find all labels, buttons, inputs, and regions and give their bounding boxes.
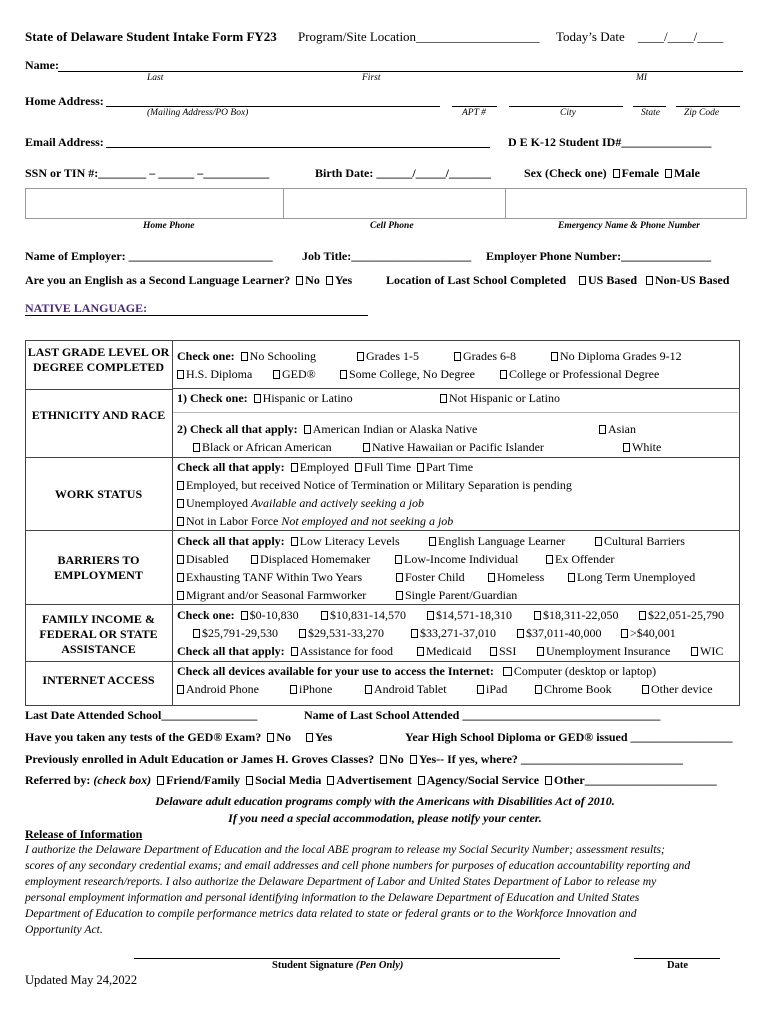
income-6-checkbox[interactable] [193, 629, 200, 638]
income-8-label: $33,271-37,010 [420, 626, 496, 640]
income-2-option [318, 608, 406, 623]
ssi-label: SSI [499, 644, 517, 658]
hispanic-label: Hispanic or Latino [262, 391, 353, 405]
white-option [620, 440, 661, 455]
cultural-label: Cultural Barriers [604, 534, 685, 548]
not-labor-checkbox[interactable] [177, 517, 184, 526]
grades-6-8-checkbox[interactable] [454, 352, 461, 361]
computer-label: Computer (desktop or laptop) [513, 664, 657, 678]
barriers-row1 [177, 534, 400, 549]
income-10-option [618, 626, 676, 641]
todays-date-label: Today’s Date [556, 29, 625, 44]
android-phone-label: Android Phone [186, 682, 259, 696]
tanf-checkbox[interactable] [177, 573, 184, 582]
medicaid-label: Medicaid [426, 644, 472, 658]
school-location-label: Location of Last School Completed [386, 273, 566, 287]
grade-check-one-label: Check one: [177, 349, 235, 363]
ged-checkbox[interactable] [273, 370, 280, 379]
income-10-checkbox[interactable] [621, 629, 628, 638]
income-1-label: $0-10,830 [249, 608, 299, 622]
income-5-option [636, 608, 724, 623]
disabled-checkbox[interactable] [177, 555, 184, 564]
address-field[interactable] [106, 106, 440, 107]
low-income-label: Low-Income Individual [404, 552, 519, 566]
american-indian-label: American Indian or Alaska Native [312, 422, 478, 436]
no-diploma-option [548, 349, 682, 364]
chromebook-option [532, 682, 612, 697]
male-checkbox[interactable] [665, 169, 672, 178]
apt-caption: APT # [462, 108, 486, 118]
migrant-option [174, 588, 366, 603]
black-checkbox[interactable] [193, 443, 200, 452]
white-label: White [632, 440, 662, 454]
income-2-checkbox[interactable] [321, 611, 328, 620]
prev-no-label: No [389, 752, 404, 766]
foster-checkbox[interactable] [396, 573, 403, 582]
not-labor-label: Not in Labor Force [186, 514, 279, 528]
ethnicity-q2 [177, 422, 477, 437]
android-tablet-label: Android Tablet [374, 682, 447, 696]
hawaiian-option [360, 440, 544, 455]
table-row-divider [25, 530, 739, 531]
low-literacy-checkbox[interactable] [291, 537, 298, 546]
signature-date-label: Date [667, 960, 688, 971]
income-4-option [531, 608, 619, 623]
asian-label: Asian [608, 422, 636, 436]
full-time-checkbox[interactable] [355, 463, 362, 472]
hs-diploma-option [174, 367, 252, 382]
release-line: I authorize the Delaware Department of Education and the local ABE program to release my Social Security Number; assessment results; [25, 843, 665, 856]
income-9-label: $37,011-40,000 [526, 626, 602, 640]
other-device-option [639, 682, 713, 697]
ged-question-row [25, 730, 332, 745]
program-site-field[interactable] [298, 29, 540, 45]
ssi-option [487, 644, 516, 659]
not-hispanic-checkbox[interactable] [440, 394, 447, 403]
asian-checkbox[interactable] [599, 425, 606, 434]
computer-checkbox[interactable] [503, 667, 512, 676]
cell-phone-caption: Cell Phone [370, 221, 414, 231]
termination-option [174, 478, 572, 493]
male-label: Male [673, 166, 700, 180]
advertisement-checkbox[interactable] [327, 776, 334, 785]
ex-offender-option [543, 552, 614, 567]
ged-option [270, 367, 316, 382]
name-label: Name: [25, 58, 59, 72]
ell-checkbox[interactable] [429, 537, 436, 546]
ex-offender-label: Ex Offender [555, 552, 615, 566]
esl-no-label: No [305, 273, 320, 287]
grades-1-5-checkbox[interactable] [357, 352, 364, 361]
no-schooling-label: No Schooling [249, 349, 317, 363]
not-labor-option [174, 514, 453, 529]
asian-option [596, 422, 636, 437]
esl-yes-label: Yes [334, 273, 353, 287]
ell-option [426, 534, 565, 549]
grades-1-5-option [354, 349, 419, 364]
employed-label: Employed [299, 460, 350, 474]
zip-field[interactable] [676, 106, 740, 107]
last-date-attended-field[interactable]: Last Date Attended School________________ [25, 708, 258, 722]
homeless-checkbox[interactable] [488, 573, 495, 582]
single-parent-option [393, 588, 517, 603]
unemployment-ins-option [534, 644, 670, 659]
income-row1 [177, 608, 299, 623]
employer-name-field[interactable]: Name of Employer: ________________________ [25, 249, 273, 263]
signature-caption [272, 960, 403, 971]
referred-label: Referred by: [25, 773, 91, 787]
esl-yes-checkbox[interactable] [326, 276, 333, 285]
long-term-checkbox[interactable] [568, 573, 575, 582]
android-phone-checkbox[interactable] [177, 685, 184, 694]
prev-yes-checkbox[interactable] [410, 755, 417, 764]
hawaiian-checkbox[interactable] [363, 443, 370, 452]
ipad-checkbox[interactable] [477, 685, 484, 694]
foster-option [393, 570, 465, 585]
title-text: State of Delaware Student Intake Form FY23 [25, 29, 277, 44]
state-caption: State [641, 108, 660, 118]
barriers-check-all-label: Check all that apply: [177, 534, 285, 548]
income-8-option [408, 626, 496, 641]
no-diploma-checkbox[interactable] [551, 352, 558, 361]
full-time-label: Full Time [364, 460, 412, 474]
migrant-checkbox[interactable] [177, 591, 184, 600]
disabled-option [174, 552, 229, 567]
todays-date-blank: ____/____/____ [638, 29, 724, 44]
barriers-heading: BARRIERS TO EMPLOYMENT [54, 553, 143, 582]
low-income-option [392, 552, 518, 567]
us-based-checkbox[interactable] [579, 276, 586, 285]
income-4-label: $18,311-22,050 [543, 608, 619, 622]
displaced-label: Displaced Homemaker [260, 552, 371, 566]
ethnicity-q2-label: 2) Check all that apply: [177, 422, 298, 436]
ssi-checkbox[interactable] [490, 647, 497, 656]
release-line: personal employment information and personal identifying information to the Delaware Department of Education and United States [25, 891, 640, 904]
ged-no-checkbox[interactable] [267, 733, 274, 742]
job-title-field[interactable]: Job Title:____________________ [302, 249, 472, 263]
grades-6-8-label: Grades 6-8 [463, 349, 516, 363]
chromebook-label: Chrome Book [544, 682, 612, 696]
table-row-divider [172, 388, 739, 389]
ada-notice-line1: Delaware adult education programs comply with the Americans with Disabilities Act of 2010. [155, 794, 615, 808]
income-5-checkbox[interactable] [639, 611, 646, 620]
table-row-divider [25, 604, 739, 605]
signature-note: (Pen Only) [355, 960, 404, 971]
some-college-checkbox[interactable] [340, 370, 347, 379]
release-line: employment research/reports. I also authorize the Delaware Department of Labor and United States Department of Labor to release my [25, 875, 657, 888]
signature-label: Student Signature [272, 960, 354, 971]
employer-phone-field[interactable]: Employer Phone Number:_______________ [486, 249, 712, 263]
internet-row1 [177, 664, 656, 679]
termination-label: Employed, but received Notice of Termination or Military Separation is pending [186, 478, 572, 492]
female-checkbox[interactable] [613, 169, 620, 178]
low-literacy-label: Low Literacy Levels [299, 534, 400, 548]
todays-date-field[interactable] [556, 29, 723, 45]
social-media-checkbox[interactable] [246, 776, 253, 785]
single-parent-label: Single Parent/Guardian [405, 588, 518, 602]
table-row-divider [25, 389, 173, 390]
homeless-label: Homeless [497, 570, 545, 584]
long-term-option [565, 570, 695, 585]
hispanic-checkbox[interactable] [254, 394, 261, 403]
income-7-label: $29,531-33,270 [308, 626, 384, 640]
school-location-row [386, 273, 729, 288]
income-3-checkbox[interactable] [427, 611, 434, 620]
ged-label: GED® [282, 367, 316, 381]
income-1-checkbox[interactable] [241, 611, 248, 620]
emergency-caption: Emergency Name & Phone Number [558, 221, 700, 231]
hs-diploma-checkbox[interactable] [177, 370, 184, 379]
email-label: Email Address: [25, 135, 104, 149]
last-school-name-field[interactable]: Name of Last School Attended _________________________________ [304, 708, 661, 722]
signature-date-field[interactable] [634, 958, 720, 959]
k12-id-field[interactable]: D E K-12 Student ID#_______________ [508, 135, 712, 149]
termination-checkbox[interactable] [177, 481, 184, 490]
internet-heading: INTERNET ACCESS [42, 673, 155, 687]
android-phone-option [174, 682, 259, 697]
work-row1 [177, 460, 473, 475]
updated-date: Updated May 24,2022 [25, 973, 138, 987]
income-6-label: $25,791-29,530 [202, 626, 278, 640]
income-8-checkbox[interactable] [411, 629, 418, 638]
low-income-checkbox[interactable] [395, 555, 402, 564]
income-heading: FAMILY INCOME & FEDERAL OR STATE ASSISTANCE [39, 612, 158, 656]
ssn-field[interactable]: SSN or TIN #:________ – ______ –___________ [25, 166, 270, 180]
chromebook-checkbox[interactable] [535, 685, 542, 694]
release-text [25, 842, 690, 938]
foster-label: Foster Child [405, 570, 465, 584]
native-language-label: NATIVE LANGUAGE: [25, 301, 148, 315]
hs-diploma-label: H.S. Diploma [186, 367, 253, 381]
part-time-checkbox[interactable] [417, 463, 424, 472]
income-9-checkbox[interactable] [517, 629, 524, 638]
ged-no-label: No [276, 730, 291, 744]
release-heading: Release of Information [25, 827, 143, 841]
income-5-label: $22,051-25,790 [648, 608, 724, 622]
white-checkbox[interactable] [623, 443, 630, 452]
ethnicity-heading: ETHNICITY AND RACE [31, 408, 166, 422]
state-field[interactable] [633, 106, 666, 107]
tanf-option [174, 570, 362, 585]
income-7-checkbox[interactable] [299, 629, 306, 638]
not-labor-note: Not employed and not seeking a job [281, 514, 454, 528]
black-label: Black or African American [202, 440, 332, 454]
wic-checkbox[interactable] [691, 647, 698, 656]
cultural-option [592, 534, 685, 549]
prev-enrolled-row [25, 752, 683, 767]
unemployed-checkbox[interactable] [177, 499, 184, 508]
ell-label: English Language Learner [438, 534, 566, 548]
income-6-option [190, 626, 278, 641]
home-address-label: Home Address: [25, 94, 104, 108]
no-diploma-label: No Diploma Grades 9-12 [560, 349, 682, 363]
other-device-checkbox[interactable] [642, 685, 649, 694]
signature-field[interactable] [134, 958, 560, 959]
american-indian-checkbox[interactable] [304, 425, 311, 434]
income-9-option [514, 626, 602, 641]
social-media-label: Social Media [255, 773, 322, 787]
release-line: Opportunity Act. [25, 923, 103, 936]
ipad-option [474, 682, 507, 697]
cell-phone-input[interactable] [284, 189, 504, 217]
medicaid-option [414, 644, 471, 659]
college-degree-option [497, 367, 659, 382]
unemployment-ins-checkbox[interactable] [537, 647, 544, 656]
income-10-label: >$40,001 [630, 626, 676, 640]
prev-yes-label: Yes-- If yes, where? ___________________________ [418, 752, 683, 766]
ged-question: Have you taken any tests of the GED® Exam? [25, 730, 262, 744]
friend-family-checkbox[interactable] [157, 776, 164, 785]
ada-notice-line2: If you need a special accommodation, please notify your center. [228, 811, 542, 825]
name-field[interactable] [58, 71, 743, 72]
android-tablet-option [362, 682, 447, 697]
apt-field[interactable] [452, 106, 497, 107]
wic-label: WIC [700, 644, 724, 658]
grades-1-5-label: Grades 1-5 [366, 349, 419, 363]
ex-offender-checkbox[interactable] [546, 555, 553, 564]
not-hispanic-label: Not Hispanic or Latino [449, 391, 560, 405]
assist-row [177, 644, 393, 659]
name-last-caption: Last [147, 73, 164, 83]
black-option [190, 440, 332, 455]
home-phone-input[interactable] [26, 189, 282, 217]
non-us-label: Non-US Based [655, 273, 730, 287]
food-assist-checkbox[interactable] [291, 647, 298, 656]
iphone-option [287, 682, 332, 697]
city-field[interactable] [509, 106, 623, 107]
android-tablet-checkbox[interactable] [365, 685, 372, 694]
esl-question: Are you an English as a Second Language Learner? [25, 273, 291, 287]
unemployed-option [174, 496, 424, 511]
college-degree-checkbox[interactable] [500, 370, 507, 379]
displaced-checkbox[interactable] [251, 555, 258, 564]
table-row-divider [25, 457, 739, 458]
medicaid-checkbox[interactable] [417, 647, 424, 656]
work-check-all-label: Check all that apply: [177, 460, 285, 474]
unemployed-label: Unemployed [186, 496, 248, 510]
some-college-option [337, 367, 475, 382]
prev-no-checkbox[interactable] [380, 755, 387, 764]
cultural-checkbox[interactable] [595, 537, 602, 546]
ethnicity-q1-label: 1) Check one: [177, 391, 248, 405]
iphone-label: iPhone [299, 682, 333, 696]
income-3-option [424, 608, 512, 623]
esl-no-checkbox[interactable] [296, 276, 303, 285]
college-degree-label: College or Professional Degree [509, 367, 660, 381]
referred-note: (check box) [93, 773, 152, 787]
employed-checkbox[interactable] [291, 463, 298, 472]
work-status-heading: WORK STATUS [54, 487, 143, 501]
unemployment-ins-label: Unemployment Insurance [546, 644, 671, 658]
release-line: Department of Education to compile performance metrics data related to state or federal grants or to the Workforce Innovation and [25, 907, 637, 920]
internet-question: Check all devices available for your use to access the Internet: [177, 664, 494, 678]
income-4-checkbox[interactable] [534, 611, 541, 620]
not-hispanic-option [437, 391, 560, 406]
food-assist-label: Assistance for food [299, 644, 393, 658]
part-time-label: Part Time [426, 460, 474, 474]
sex-label: Sex (Check one) [524, 166, 607, 180]
table-column-divider [172, 340, 173, 705]
single-parent-checkbox[interactable] [396, 591, 403, 600]
female-label: Female [621, 166, 659, 180]
name-mi-caption: MI [636, 73, 648, 83]
year-issued-field[interactable]: Year High School Diploma or GED® issued _________________ [405, 730, 733, 744]
disabled-label: Disabled [186, 552, 229, 566]
release-line: scores of any secondary credential exams; and email addresses and cell phone numbers for purposes of education accountability reporting and [25, 859, 691, 872]
advertisement-label: Advertisement [336, 773, 412, 787]
no-schooling-checkbox[interactable] [241, 352, 248, 361]
form-title [25, 29, 277, 45]
ged-yes-label: Yes [314, 730, 333, 744]
table-row-divider [25, 661, 739, 662]
emergency-contact-input[interactable] [506, 189, 744, 217]
agency-checkbox[interactable] [418, 776, 425, 785]
tanf-label: Exhausting TANF Within Two Years [186, 570, 363, 584]
displaced-option [248, 552, 370, 567]
zip-caption: Zip Code [684, 108, 720, 118]
income-2-label: $10,831-14,570 [330, 608, 406, 622]
grades-6-8-option [451, 349, 516, 364]
referred-row [25, 773, 717, 788]
city-caption: City [560, 108, 576, 118]
agency-label: Agency/Social Service [426, 773, 540, 787]
some-college-label: Some College, No Degree [349, 367, 475, 381]
other-device-label: Other device [651, 682, 713, 696]
name-first-caption: First [362, 73, 381, 83]
wic-option [688, 644, 723, 659]
unemployed-note: Available and actively seeking a job [251, 496, 424, 510]
other-referral-checkbox[interactable] [545, 776, 552, 785]
home-phone-caption: Home Phone [143, 221, 195, 231]
long-term-label: Long Term Unemployed [577, 570, 696, 584]
esl-row [25, 273, 352, 288]
ipad-label: iPad [486, 682, 508, 696]
income-check-one-label: Check one: [177, 608, 235, 622]
program-site-label: Program/Site Location___________________ [298, 29, 540, 44]
email-field[interactable] [106, 147, 490, 148]
income-3-label: $14,571-18,310 [436, 608, 512, 622]
friend-family-label: Friend/Family [166, 773, 241, 787]
prev-enrolled-question: Previously enrolled in Adult Education or James H. Groves Classes? [25, 752, 375, 766]
assist-check-all-label: Check all that apply: [177, 644, 285, 658]
us-based-label: US Based [588, 273, 638, 287]
grade-level-heading: LAST GRADE LEVEL OR DEGREE COMPLETED [27, 345, 170, 374]
ethnicity-q1 [177, 391, 353, 406]
ged-yes-checkbox[interactable] [306, 733, 313, 742]
birth-date-field[interactable]: Birth Date: ______/_____/_______ [315, 166, 491, 180]
sex-field [524, 166, 700, 181]
iphone-checkbox[interactable] [290, 685, 297, 694]
other-referral-label: Other______________________ [554, 773, 717, 787]
non-us-checkbox[interactable] [646, 276, 653, 285]
homeless-option [485, 570, 544, 585]
income-7-option [296, 626, 384, 641]
table-subrow-divider [173, 412, 738, 413]
hawaiian-label: Native Hawaiian or Pacific Islander [372, 440, 544, 454]
native-language-field[interactable] [25, 315, 368, 316]
grade-options-row1 [177, 349, 316, 364]
mailing-caption: (Mailing Address/PO Box) [147, 108, 249, 118]
migrant-label: Migrant and/or Seasonal Farmworker [186, 588, 367, 602]
